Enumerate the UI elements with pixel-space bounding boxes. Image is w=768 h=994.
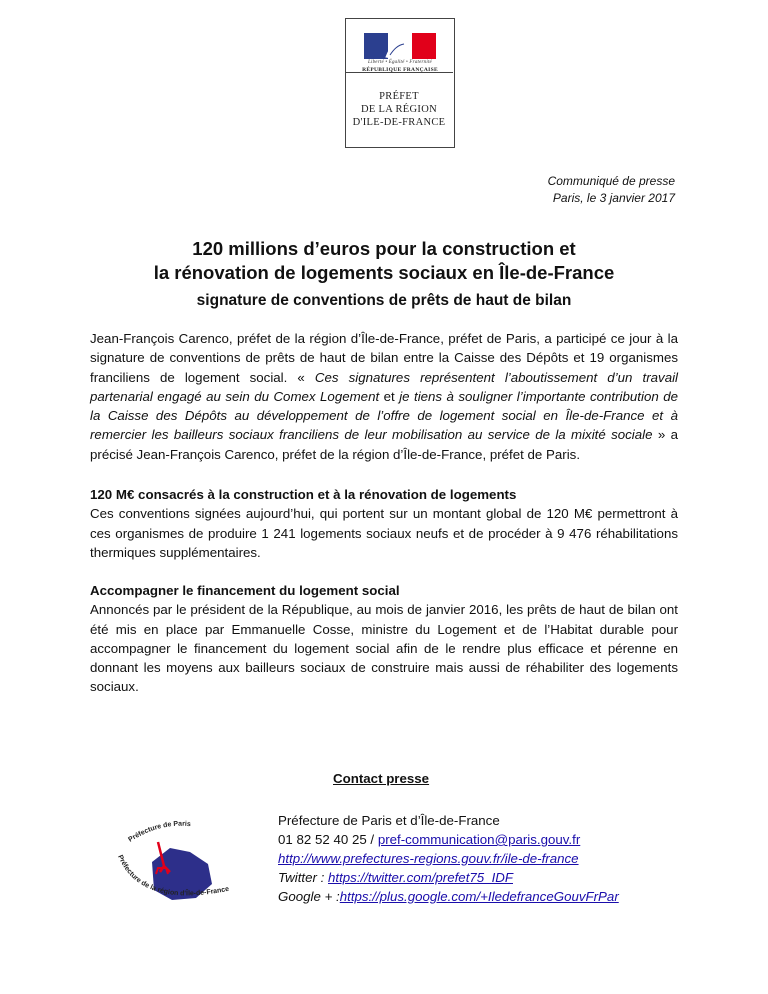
marianne-flag-icon: [364, 33, 436, 59]
contact-email-link[interactable]: pref-communication@paris.gouv.fr: [377, 832, 581, 847]
intro-text-1: Jean-François Carenco, préfet de la région d’Île-de-France, préfet de Paris, a participé ce jour à la signature de conventions de prêts de haut de bilan entre la Caisse des Dépôts et 19 organismes franciliens de logement social. «: [90, 331, 678, 385]
subtitle: signature de conventions de prêts de haut de bilan: [196, 292, 572, 309]
contact-google-line: [278, 887, 619, 906]
intro-and: et: [379, 388, 400, 404]
section-2-text: Annoncés par le président de la République, au mois de janvier 2016, les prêts de haut de bilan ont été mis en place par Emmanuelle Cosse, ministre du Logement et de l’Habitat durable pour accompagner le financement du logement social afin de le rendre plus efficace et pérenne en donnant les moyens aux bailleurs sociaux de construire mais aussi de réhabiliter des logements sociaux.: [90, 602, 678, 695]
section-1-heading: 120 M€ consacrés à la construction et à la rénovation de logements: [90, 487, 517, 502]
twitter-link[interactable]: https://twitter.com/prefet75_IDF: [328, 870, 513, 885]
intro-paragraph: [90, 329, 678, 464]
section-1: [90, 485, 678, 562]
contact-phone: 01 82 52 40 25 /: [278, 832, 378, 847]
prefet-line-3: D'ILE-DE-FRANCE: [352, 117, 446, 128]
prefet-line-2: DE LA RÉGION: [361, 104, 437, 115]
dateline: [548, 173, 675, 207]
contact-heading: Contact presse: [333, 771, 430, 786]
logo-republic: RÉPUBLIQUE FRANÇAISE: [362, 67, 438, 73]
prefet-cartouche: [345, 72, 453, 147]
stamp-top-text: Préfecture de Paris: [127, 820, 192, 844]
section-2-heading: Accompagner le financement du logement social: [90, 583, 400, 598]
place-date: Paris, le 3 janvier 2017: [552, 191, 675, 205]
google-plus-link[interactable]: https://plus.google.com/+IledefranceGouvFrPar: [339, 889, 619, 904]
title-line-2: la rénovation de logements sociaux en Île-de-France: [153, 262, 615, 283]
intro-quote-1: Ces signatures représentent l’aboutissement d’un travail partenarial engagé au sein du Comex Logement: [90, 369, 678, 404]
section-2: [90, 581, 678, 697]
contact-org: Préfecture de Paris et d’Île-de-France: [278, 813, 500, 828]
contact-twitter-line: [278, 868, 619, 887]
intro-quote-2: je tiens à souligner l’importante contribution de la Caisse des Dépôts au développement de l’offre de logement social en Île-de-France et à remercier les bailleurs sociaux franciliens de leur mobilisation au service de la mixité sociale: [90, 388, 678, 443]
prefecture-stamp-logo: [112, 812, 238, 920]
stamp-bottom-text: Préfecture de la région d'Île-de-France: [116, 854, 230, 898]
svg-text:Préfecture de Paris: [127, 821, 191, 844]
intro-text-2: » a précisé Jean-François Carenco, préfet de la région d’Île-de-France, préfet de Paris.: [90, 427, 678, 462]
google-label: Google + :: [278, 889, 340, 904]
contact-website-link[interactable]: http://www.prefectures-regions.gouv.fr/ile-de-france: [278, 851, 579, 866]
section-1-text: Ces conventions signées aujourd’hui, qui portent sur un montant global de 120 M€ permettront à ces organismes de produire 1 241 logements sociaux neufs et de procéder à 9 476 réhabilitations thermiques supplémentaires.: [90, 506, 678, 560]
prefet-line-1: PRÉFET: [379, 91, 419, 102]
title-line-1: 120 millions d’euros pour la construction et: [192, 238, 576, 259]
contact-phone-line: [278, 830, 619, 849]
twitter-label: Twitter :: [278, 870, 328, 885]
contact-website-line: [278, 849, 619, 868]
logo-motto: Liberté • Égalité • Fraternité: [368, 60, 432, 65]
prefet-label: [345, 90, 453, 129]
contact-block: [278, 811, 619, 906]
document-type: Communiqué de presse: [547, 174, 675, 188]
